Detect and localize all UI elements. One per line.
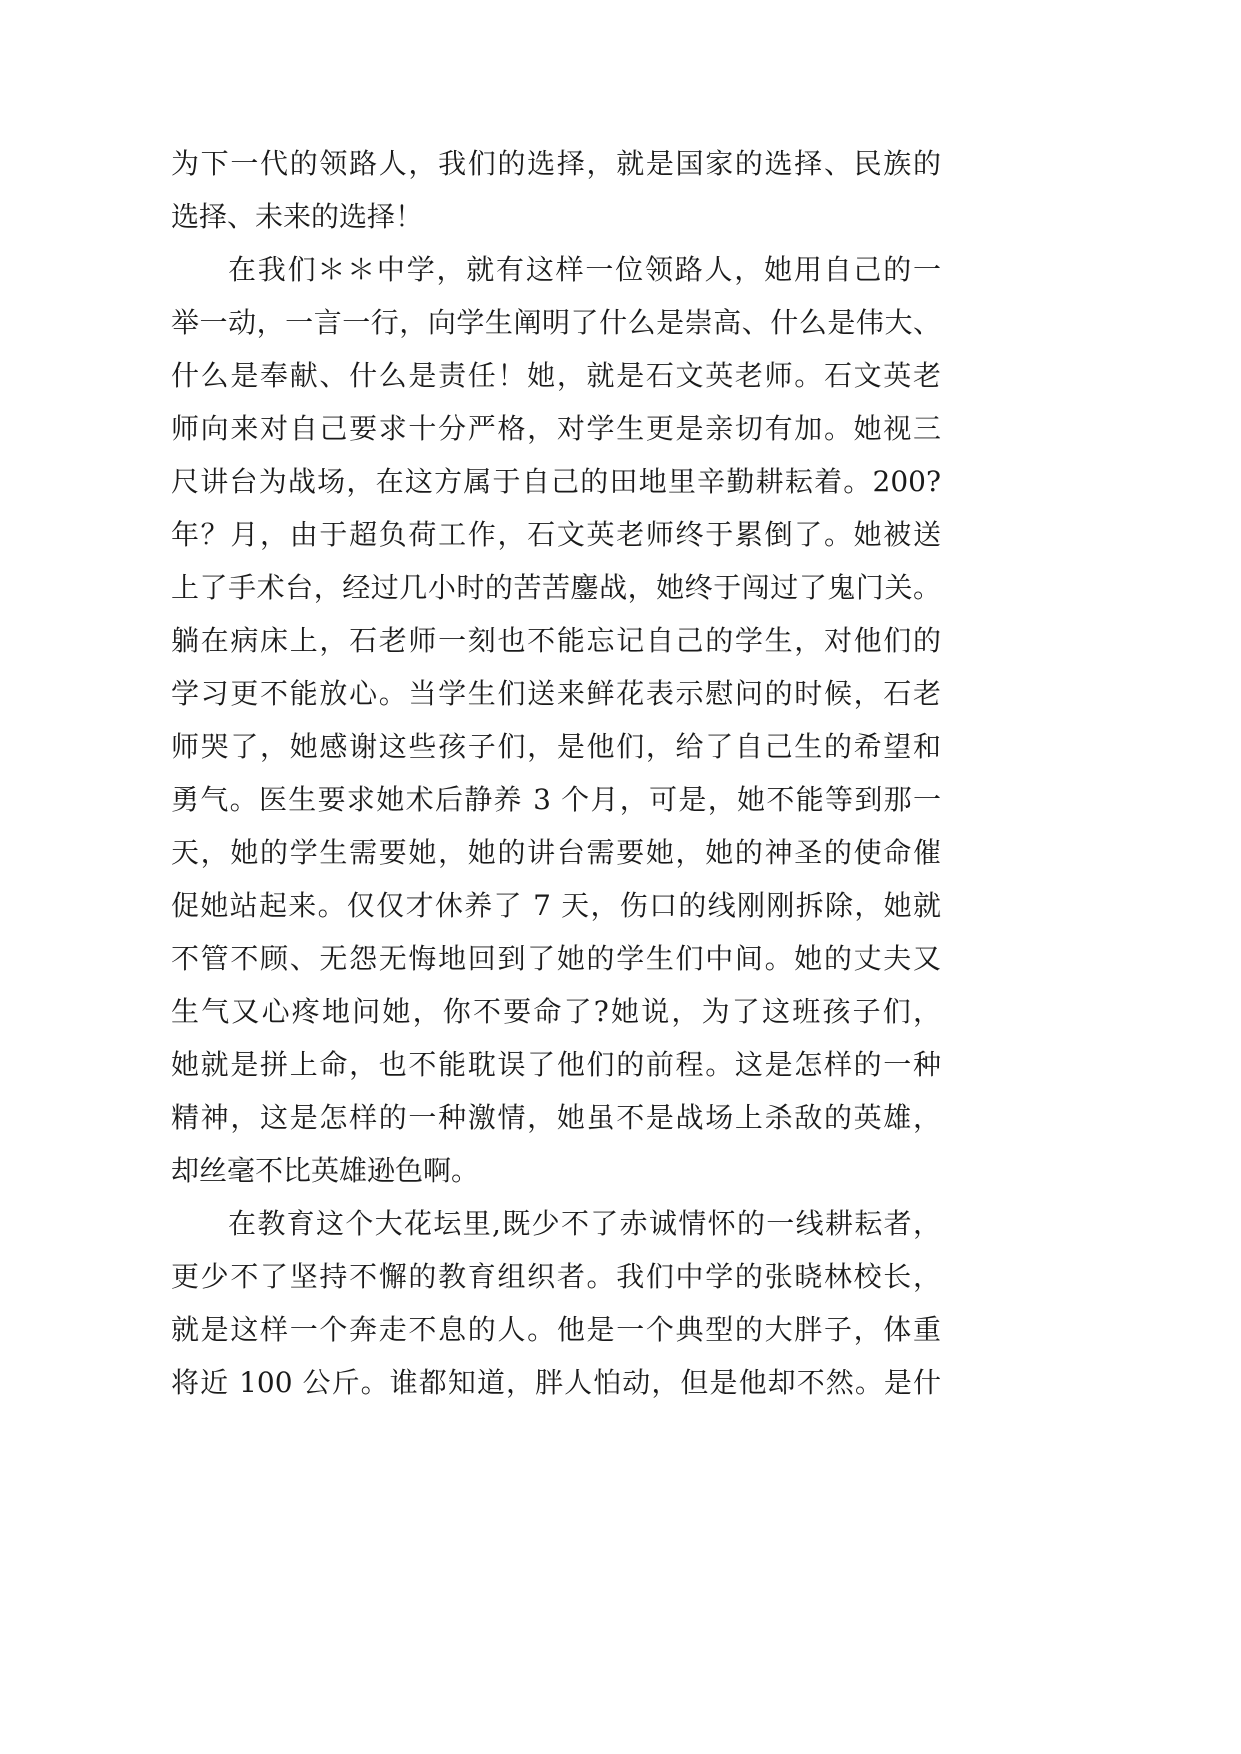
text-line: 学习更不能放心。当学生们送来鲜花表示慰问的时候，石老 [171, 677, 941, 710]
paragraph-first-line: 在我们＊＊中学，就有这样一位领路人，她用自己的一 [228, 253, 941, 286]
text-line: 生气又心疼地问她，你不要命了?她说，为了这班孩子们， [171, 995, 941, 1028]
text-line: 精神，这是怎样的一种激情，她虽不是战场上杀敌的英雄， [171, 1101, 941, 1134]
text-line: 上了手术台，经过几小时的苦苦鏖战，她终于闯过了鬼门关。 [171, 571, 941, 604]
text-line: 尺讲台为战场，在这方属于自己的田地里辛勤耕耘着。200? [171, 465, 941, 498]
text-line: 为下一代的领路人，我们的选择，就是国家的选择、民族的 [171, 147, 941, 180]
text-line: 选择、未来的选择！ [171, 200, 424, 233]
text-line: 不管不顾、无怨无悔地回到了她的学生们中间。她的丈夫又 [171, 942, 941, 975]
text-line: 促她站起来。仅仅才休养了 7 天，伤口的线刚刚拆除，她就 [171, 889, 941, 922]
text-line: 她就是拼上命，也不能耽误了他们的前程。这是怎样的一种 [171, 1048, 941, 1081]
text-line: 躺在病床上，石老师一刻也不能忘记自己的学生，对他们的 [171, 624, 941, 657]
text-line: 举一动，一言一行，向学生阐明了什么是崇高、什么是伟大、 [171, 306, 941, 339]
text-line: 师向来对自己要求十分严格，对学生更是亲切有加。她视三 [171, 412, 941, 445]
text-line: 天，她的学生需要她，她的讲台需要她，她的神圣的使命催 [171, 836, 941, 869]
text-line: 年？月，由于超负荷工作，石文英老师终于累倒了。她被送 [171, 518, 941, 551]
text-line: 更少不了坚持不懈的教育组织者。我们中学的张晓林校长， [171, 1260, 941, 1293]
paragraph-first-line: 在教育这个大花坛里,既少不了赤诚情怀的一线耕耘者， [228, 1207, 941, 1240]
text-line: 却丝毫不比英雄逊色啊。 [171, 1154, 480, 1187]
text-line: 什么是奉献、什么是责任！她，就是石文英老师。石文英老 [171, 359, 941, 392]
text-line: 师哭了，她感谢这些孩子们，是他们，给了自己生的希望和 [171, 730, 941, 763]
text-line: 就是这样一个奔走不息的人。他是一个典型的大胖子，体重 [171, 1313, 941, 1346]
text-line: 将近 100 公斤。谁都知道，胖人怕动，但是他却不然。是什 [171, 1366, 941, 1399]
text-line: 勇气。医生要求她术后静养 3 个月，可是，她不能等到那一 [171, 783, 941, 816]
